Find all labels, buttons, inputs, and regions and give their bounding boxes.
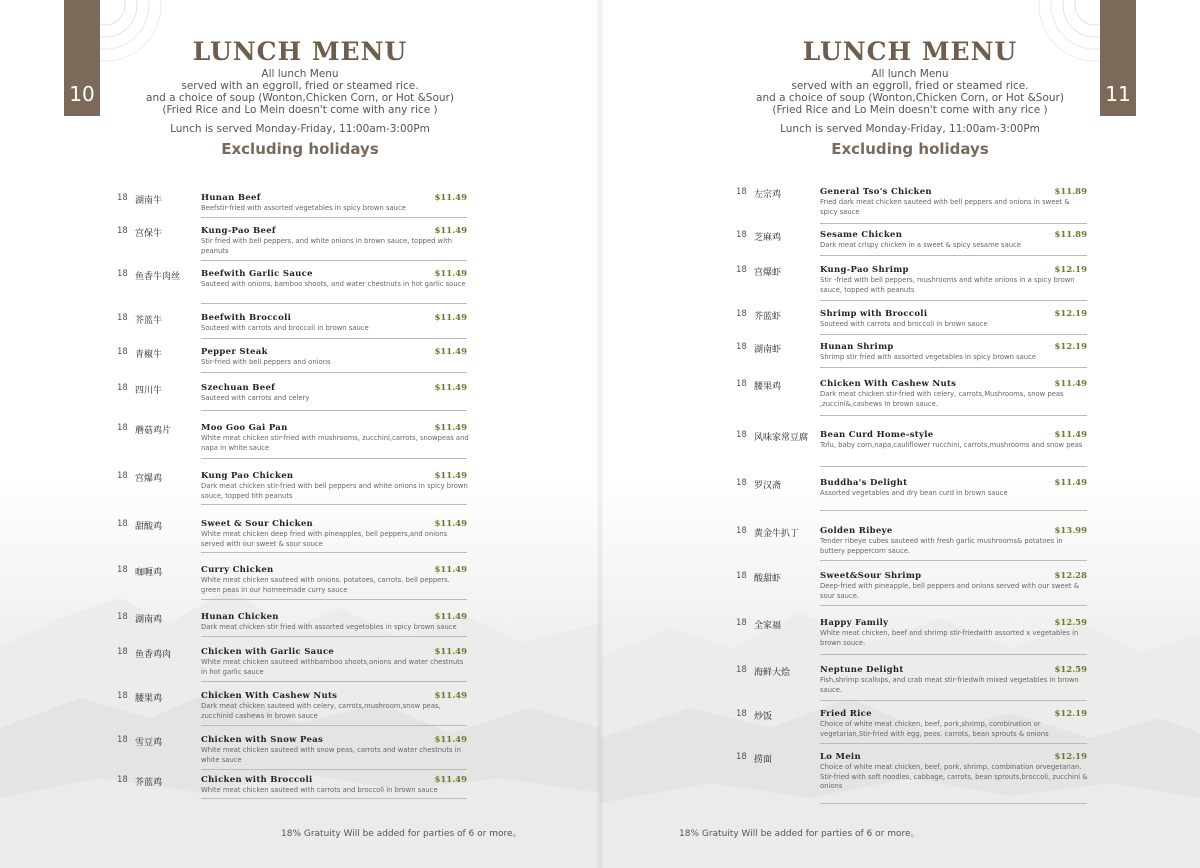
item-number: 18	[117, 313, 128, 323]
item-divider	[820, 367, 1087, 368]
item-divider	[820, 255, 1087, 256]
menu-item	[117, 519, 467, 557]
item-number: 18	[736, 187, 747, 197]
menu-item	[117, 647, 467, 685]
intro-line: served with an eggroll, fried or steamed rice.	[791, 80, 1029, 92]
item-price: $11.49	[434, 313, 467, 323]
item-number: 18	[736, 752, 747, 762]
item-chinese-name: 宫爆鸡	[135, 474, 163, 484]
item-divider	[201, 410, 467, 411]
item-price: $11.49	[434, 519, 467, 529]
item-price: $12.19	[1054, 265, 1087, 275]
item-price: $11.49	[434, 193, 467, 203]
item-price: $11.49	[434, 775, 467, 785]
item-divider	[820, 334, 1087, 335]
item-number: 18	[117, 423, 128, 433]
menu-item	[736, 709, 1087, 747]
item-number: 18	[736, 342, 747, 352]
menu-item	[736, 665, 1087, 703]
menu-item	[117, 423, 467, 461]
menu-item	[736, 187, 1087, 225]
gratuity-note: 18% Gratuity Will be added for parties of 6 or more。	[281, 829, 522, 839]
item-description: White meat chicken sauteed with snow peas, carrots and water chestnuts in white sauce	[201, 746, 461, 764]
menu-item	[117, 735, 467, 773]
item-price: $11.49	[434, 269, 467, 279]
item-number: 18	[736, 665, 747, 675]
intro-line: (Fried Rice and Lo Mein doesn't come with any rice )	[772, 104, 1048, 116]
menu-item	[736, 342, 1087, 380]
item-chinese-name: 甜酸鸡	[135, 522, 163, 532]
item-price: $11.49	[434, 565, 467, 575]
item-name: Kung Pao Chicken	[201, 471, 294, 481]
item-divider	[201, 769, 467, 770]
item-number: 18	[117, 519, 128, 529]
menu-item	[117, 612, 467, 650]
item-description: Choice of white meat chicken, beef, pork, shrimp, combination orvegetarian. Stir-fried with soft noodles, cabbage, carrots, bean sprouts,broccoli, zucchini & onions	[820, 763, 1088, 790]
item-number: 18	[736, 430, 747, 440]
item-price: $13.99	[1054, 526, 1087, 536]
item-name: Hunan Beef	[201, 193, 261, 203]
intro-line: All lunch Menu	[871, 68, 949, 80]
menu-header	[0, 36, 600, 158]
item-description: White meat chicken sauteed with carrots and broccoli in brown sauce	[201, 786, 438, 794]
menu-header	[610, 36, 1200, 158]
item-divider	[201, 338, 467, 339]
menu-item	[736, 430, 1087, 468]
lunch-hours: Lunch is served Monday-Friday, 11:00am-3:00Pm	[170, 123, 430, 135]
item-divider	[201, 303, 467, 304]
intro-line: served with an eggroll, fried or steamed rice.	[181, 80, 419, 92]
item-divider	[820, 605, 1087, 606]
item-divider	[820, 560, 1087, 561]
item-price: $12.19	[1054, 752, 1087, 762]
item-number: 18	[117, 269, 128, 279]
item-divider	[201, 372, 467, 373]
item-divider	[820, 700, 1087, 701]
item-price: $12.28	[1054, 571, 1087, 581]
item-name: Bean Curd Home-style	[820, 430, 934, 440]
item-description: White meat chicken, beef and shrimp stir-friedwith assorted x vegetables in brown souce.	[820, 629, 1079, 647]
item-chinese-name: 腰果鸡	[135, 694, 163, 704]
page-number-tab: 10	[64, 0, 100, 116]
item-name: Sweet & Sour Chicken	[201, 519, 314, 529]
item-price: $12.19	[1054, 309, 1087, 319]
item-description: White meat chicken stir-fried with mushrooms, zucchini,carrots, snowpeas and napa in white sauce	[201, 434, 469, 452]
item-divider	[820, 654, 1087, 655]
item-name: Hunan Chicken	[201, 612, 279, 622]
item-description: Souteed with carrots and broccoli in brown sauce	[820, 320, 988, 328]
menu-item	[117, 691, 467, 729]
item-chinese-name: 湖南牛	[135, 196, 163, 206]
item-number: 18	[117, 565, 128, 575]
item-chinese-name: 左宗鸡	[754, 190, 782, 200]
menu-item	[736, 752, 1087, 806]
menu-item	[736, 478, 1087, 516]
item-price: $12.19	[1054, 342, 1087, 352]
item-number: 18	[117, 647, 128, 657]
item-description: Stir fried with bell peppers, and white onions in brown sauce, topped with peanuts	[201, 237, 453, 255]
item-divider	[820, 510, 1087, 511]
item-chinese-name: 芥蓝鸡	[135, 778, 163, 788]
item-divider	[201, 798, 467, 799]
menu-item	[736, 230, 1087, 268]
item-chinese-name: 鱼香鸡肉	[135, 650, 172, 660]
item-chinese-name: 鱼香牛肉丝	[135, 272, 181, 282]
item-description: Souteed with carrots and broccoli in brown sauce	[201, 324, 369, 332]
menu-item	[117, 313, 467, 351]
item-divider	[201, 725, 467, 726]
item-chinese-name: 宫保牛	[135, 229, 163, 239]
menu-item	[736, 379, 1087, 417]
item-description: Tender ribeye cubes sauteed with fresh garlic mushrooms& potatoes in buttery peppercorn sauce.	[820, 537, 1063, 555]
item-description: Choice of white meat chicken, beef, pork,shrimp, combination or vegetarian,Stir-fried with egg, peos. carrots, bean sprouts & onions	[820, 720, 1049, 738]
item-price: $11.49	[434, 471, 467, 481]
item-name: Buddha's Delight	[820, 478, 908, 488]
item-chinese-name: 湖南鸡	[135, 615, 163, 625]
item-description: Dark meat chicken sauteed with celery, carrots,mushroom,snow peas, zucchinid cashews in brown sauce	[201, 702, 441, 720]
item-chinese-name: 黄金牛扒丁	[754, 529, 800, 539]
item-name: Curry Chicken	[201, 565, 274, 575]
item-divider	[820, 223, 1087, 224]
item-chinese-name: 捞面	[754, 755, 773, 765]
item-chinese-name: 四川牛	[135, 386, 163, 396]
item-description: Dark meat chicken stir-fried with bell peppers and white onions in spicy brown souce, topped tith peanuts	[201, 482, 468, 500]
excluding-holidays: Excluding holidays	[221, 140, 379, 158]
page-number-tab: 11	[1100, 0, 1136, 116]
item-price: $11.49	[1054, 478, 1087, 488]
item-name: Lo Mein	[820, 752, 861, 762]
item-number: 18	[736, 478, 747, 488]
item-chinese-name: 咖喱鸡	[135, 568, 163, 578]
item-chinese-name: 芥蓝牛	[135, 316, 163, 326]
menu-item	[117, 269, 467, 307]
item-name: Chicken with Snow Peas	[201, 735, 324, 745]
item-chinese-name: 全家福	[754, 621, 782, 631]
item-name: Fried Rice	[820, 709, 872, 719]
item-name: Beefwith Garlic Sauce	[201, 269, 313, 279]
item-price: $11.49	[434, 347, 467, 357]
item-price: $12.19	[1054, 709, 1087, 719]
item-description: Fried dark meat chicken sauteed with bell peppers and onions in sweet & spicy sauce	[820, 198, 1070, 216]
intro-line: (Fried Rice and Lo Mein doesn't come with any rice )	[162, 104, 438, 116]
item-number: 18	[117, 226, 128, 236]
menu-item	[117, 226, 467, 264]
item-description: Stir -fried with bell peppers, mushrooms and white onions in a spicy brown sauce, topped with peanuts	[820, 276, 1075, 294]
item-price: $12.59	[1054, 665, 1087, 675]
item-number: 18	[736, 618, 747, 628]
menu-item	[117, 347, 467, 385]
item-name: Szechuan Beef	[201, 383, 276, 393]
menu-item	[117, 383, 467, 421]
menu-item	[736, 526, 1087, 564]
item-number: 18	[736, 309, 747, 319]
item-number: 18	[117, 775, 128, 785]
item-number: 18	[736, 230, 747, 240]
item-name: Neptune Delight	[820, 665, 904, 675]
item-description: Beefstir-fried with assorted vegetables in spicy brown sauce	[201, 204, 406, 212]
item-name: Beefwith Broccoli	[201, 313, 292, 323]
item-divider	[201, 599, 467, 600]
item-chinese-name: 酸甜虾	[754, 574, 782, 584]
item-price: $12.59	[1054, 618, 1087, 628]
item-description: Assorted vegetables and dry bean curd in brown sauce	[820, 489, 1008, 497]
item-divider	[820, 415, 1087, 416]
item-name: Chicken with Garlic Sauce	[201, 647, 335, 657]
item-description: Deep-fried with pineapple, bell peppers and onions served with our sweet & sour sauce.	[820, 582, 1080, 600]
item-chinese-name: 腰果鸡	[754, 382, 782, 392]
item-name: Sweet&Sour Shrimp	[820, 571, 922, 581]
menu-item	[117, 775, 467, 813]
item-divider	[201, 458, 467, 459]
item-price: $11.89	[1054, 187, 1087, 197]
item-price: $11.49	[434, 383, 467, 393]
menu-title: LUNCH MENU	[192, 37, 408, 66]
item-chinese-name: 雪豆鸡	[135, 738, 163, 748]
item-chinese-name: 海鲜大烩	[754, 668, 791, 678]
item-divider	[201, 552, 467, 553]
item-divider	[201, 636, 467, 637]
item-name: General Tso's Chicken	[820, 187, 932, 197]
item-price: $11.49	[434, 612, 467, 622]
item-description: Dark meat chicken stir-fried with celery, carrots,Mushrooms, snow peas ,zuccini&,cashews In brown sauce.	[820, 390, 1064, 408]
intro-line: and a choice of soup (Wonton,Chicken Corn, or Hot &Sour)	[146, 92, 454, 104]
item-divider	[201, 217, 467, 218]
intro-line: All lunch Menu	[261, 68, 339, 80]
item-description: Sauteed with carrots and celery	[201, 394, 310, 402]
item-chinese-name: 蘑菇鸡片	[135, 426, 172, 436]
item-divider	[201, 681, 467, 682]
item-chinese-name: 芥蓝虾	[754, 312, 782, 322]
intro-line: and a choice of soup (Wonton,Chicken Corn, or Hot &Sour)	[756, 92, 1064, 104]
menu-item	[736, 618, 1087, 656]
menu-item	[736, 571, 1087, 609]
item-number: 18	[117, 383, 128, 393]
item-name: Happy Family	[820, 618, 889, 628]
menu-item	[736, 265, 1087, 303]
menu-title: LUNCH MENU	[802, 37, 1018, 66]
item-name: Golden Ribeye	[820, 526, 893, 536]
item-name: Kung-Pao Shrimp	[820, 265, 909, 275]
item-price: $11.49	[434, 423, 467, 433]
item-name: Kung-Pao Beef	[201, 226, 276, 236]
item-description: Dark meat crispy chicken in a sweet & spicy sesame sauce	[820, 241, 1021, 249]
item-price: $11.89	[1054, 230, 1087, 240]
item-number: 18	[736, 709, 747, 719]
item-chinese-name: 风味家常豆腐	[754, 433, 809, 443]
item-chinese-name: 湖南虾	[754, 345, 782, 355]
lunch-hours: Lunch is served Monday-Friday, 11:00am-3:00Pm	[780, 123, 1040, 135]
item-price: $11.49	[434, 647, 467, 657]
item-name: Pepper Steak	[201, 347, 268, 357]
item-number: 18	[117, 193, 128, 203]
item-name: Chicken With Cashew Nuts	[201, 691, 338, 701]
item-description: Stir-fried with bell peppers and onions	[201, 358, 331, 366]
item-description: Sauteed with onions, bamboo shoots, and water chestnuts in hot garlic souce	[201, 280, 466, 288]
item-divider	[820, 743, 1087, 744]
menu-item	[117, 565, 467, 603]
item-number: 18	[117, 471, 128, 481]
item-divider	[820, 300, 1087, 301]
item-description: Fish,shrimp scallops, and crab meat stir-friedwih mixed vegetables in brown sauce.	[820, 676, 1079, 694]
item-number: 18	[117, 347, 128, 357]
item-number: 18	[736, 526, 747, 536]
item-chinese-name: 炒饭	[754, 712, 773, 722]
item-description: Tofu, baby corn,napa,cauliflower rucchini, carrots,mushrooms and snow peas	[820, 441, 1083, 449]
item-description: White meat chicken deep fried with pineapples, bell peppers,and onions served with our sweet & sour souce	[201, 530, 448, 548]
excluding-holidays: Excluding holidays	[831, 140, 989, 158]
item-number: 18	[736, 265, 747, 275]
item-name: Sesame Chicken	[820, 230, 903, 240]
item-name: Shrimp with Broccoli	[820, 309, 928, 319]
item-price: $11.49	[434, 735, 467, 745]
item-divider	[201, 260, 467, 261]
item-number: 18	[736, 379, 747, 389]
item-price: $11.49	[434, 691, 467, 701]
item-name: Hunan Shrimp	[820, 342, 894, 352]
item-number: 18	[117, 691, 128, 701]
item-chinese-name: 青椒牛	[135, 350, 163, 360]
item-number: 18	[117, 735, 128, 745]
item-number: 18	[117, 612, 128, 622]
book-gutter	[596, 0, 604, 868]
item-name: Moo Goo Gai Pan	[201, 423, 288, 433]
item-chinese-name: 芝麻鸡	[754, 233, 782, 243]
item-description: White meat chicken sauteed withbamboo shoots,onions and water chestnuts in hot garlic sauce	[201, 658, 464, 676]
menu-item	[117, 471, 467, 509]
right-page	[600, 0, 1200, 868]
item-price: $11.49	[434, 226, 467, 236]
item-chinese-name: 宫爆虾	[754, 268, 782, 278]
item-chinese-name: 罗汉斋	[754, 481, 782, 491]
item-price: $11.49	[1054, 379, 1087, 389]
item-number: 18	[736, 571, 747, 581]
item-divider	[820, 803, 1087, 804]
item-description: Dark meat chicken stir fried with assorted vegetobles in spicy brown sauce	[201, 623, 457, 631]
item-divider	[820, 466, 1087, 467]
item-description: Shrimp stir fried with assorted vegetables in spicy brown sauce	[820, 353, 1037, 361]
item-description: White meat chicken sauteed with onions. potatoes, carrots. bell peppers. green peas in our homeemade curry sauce	[201, 576, 450, 594]
item-price: $11.49	[1054, 430, 1087, 440]
item-divider	[201, 504, 467, 505]
item-name: Chicken With Cashew Nuts	[820, 379, 957, 389]
gratuity-note: 18% Gratuity Will be added for parties of 6 or more。	[679, 829, 920, 839]
item-name: Chicken with Broccoli	[201, 775, 313, 785]
